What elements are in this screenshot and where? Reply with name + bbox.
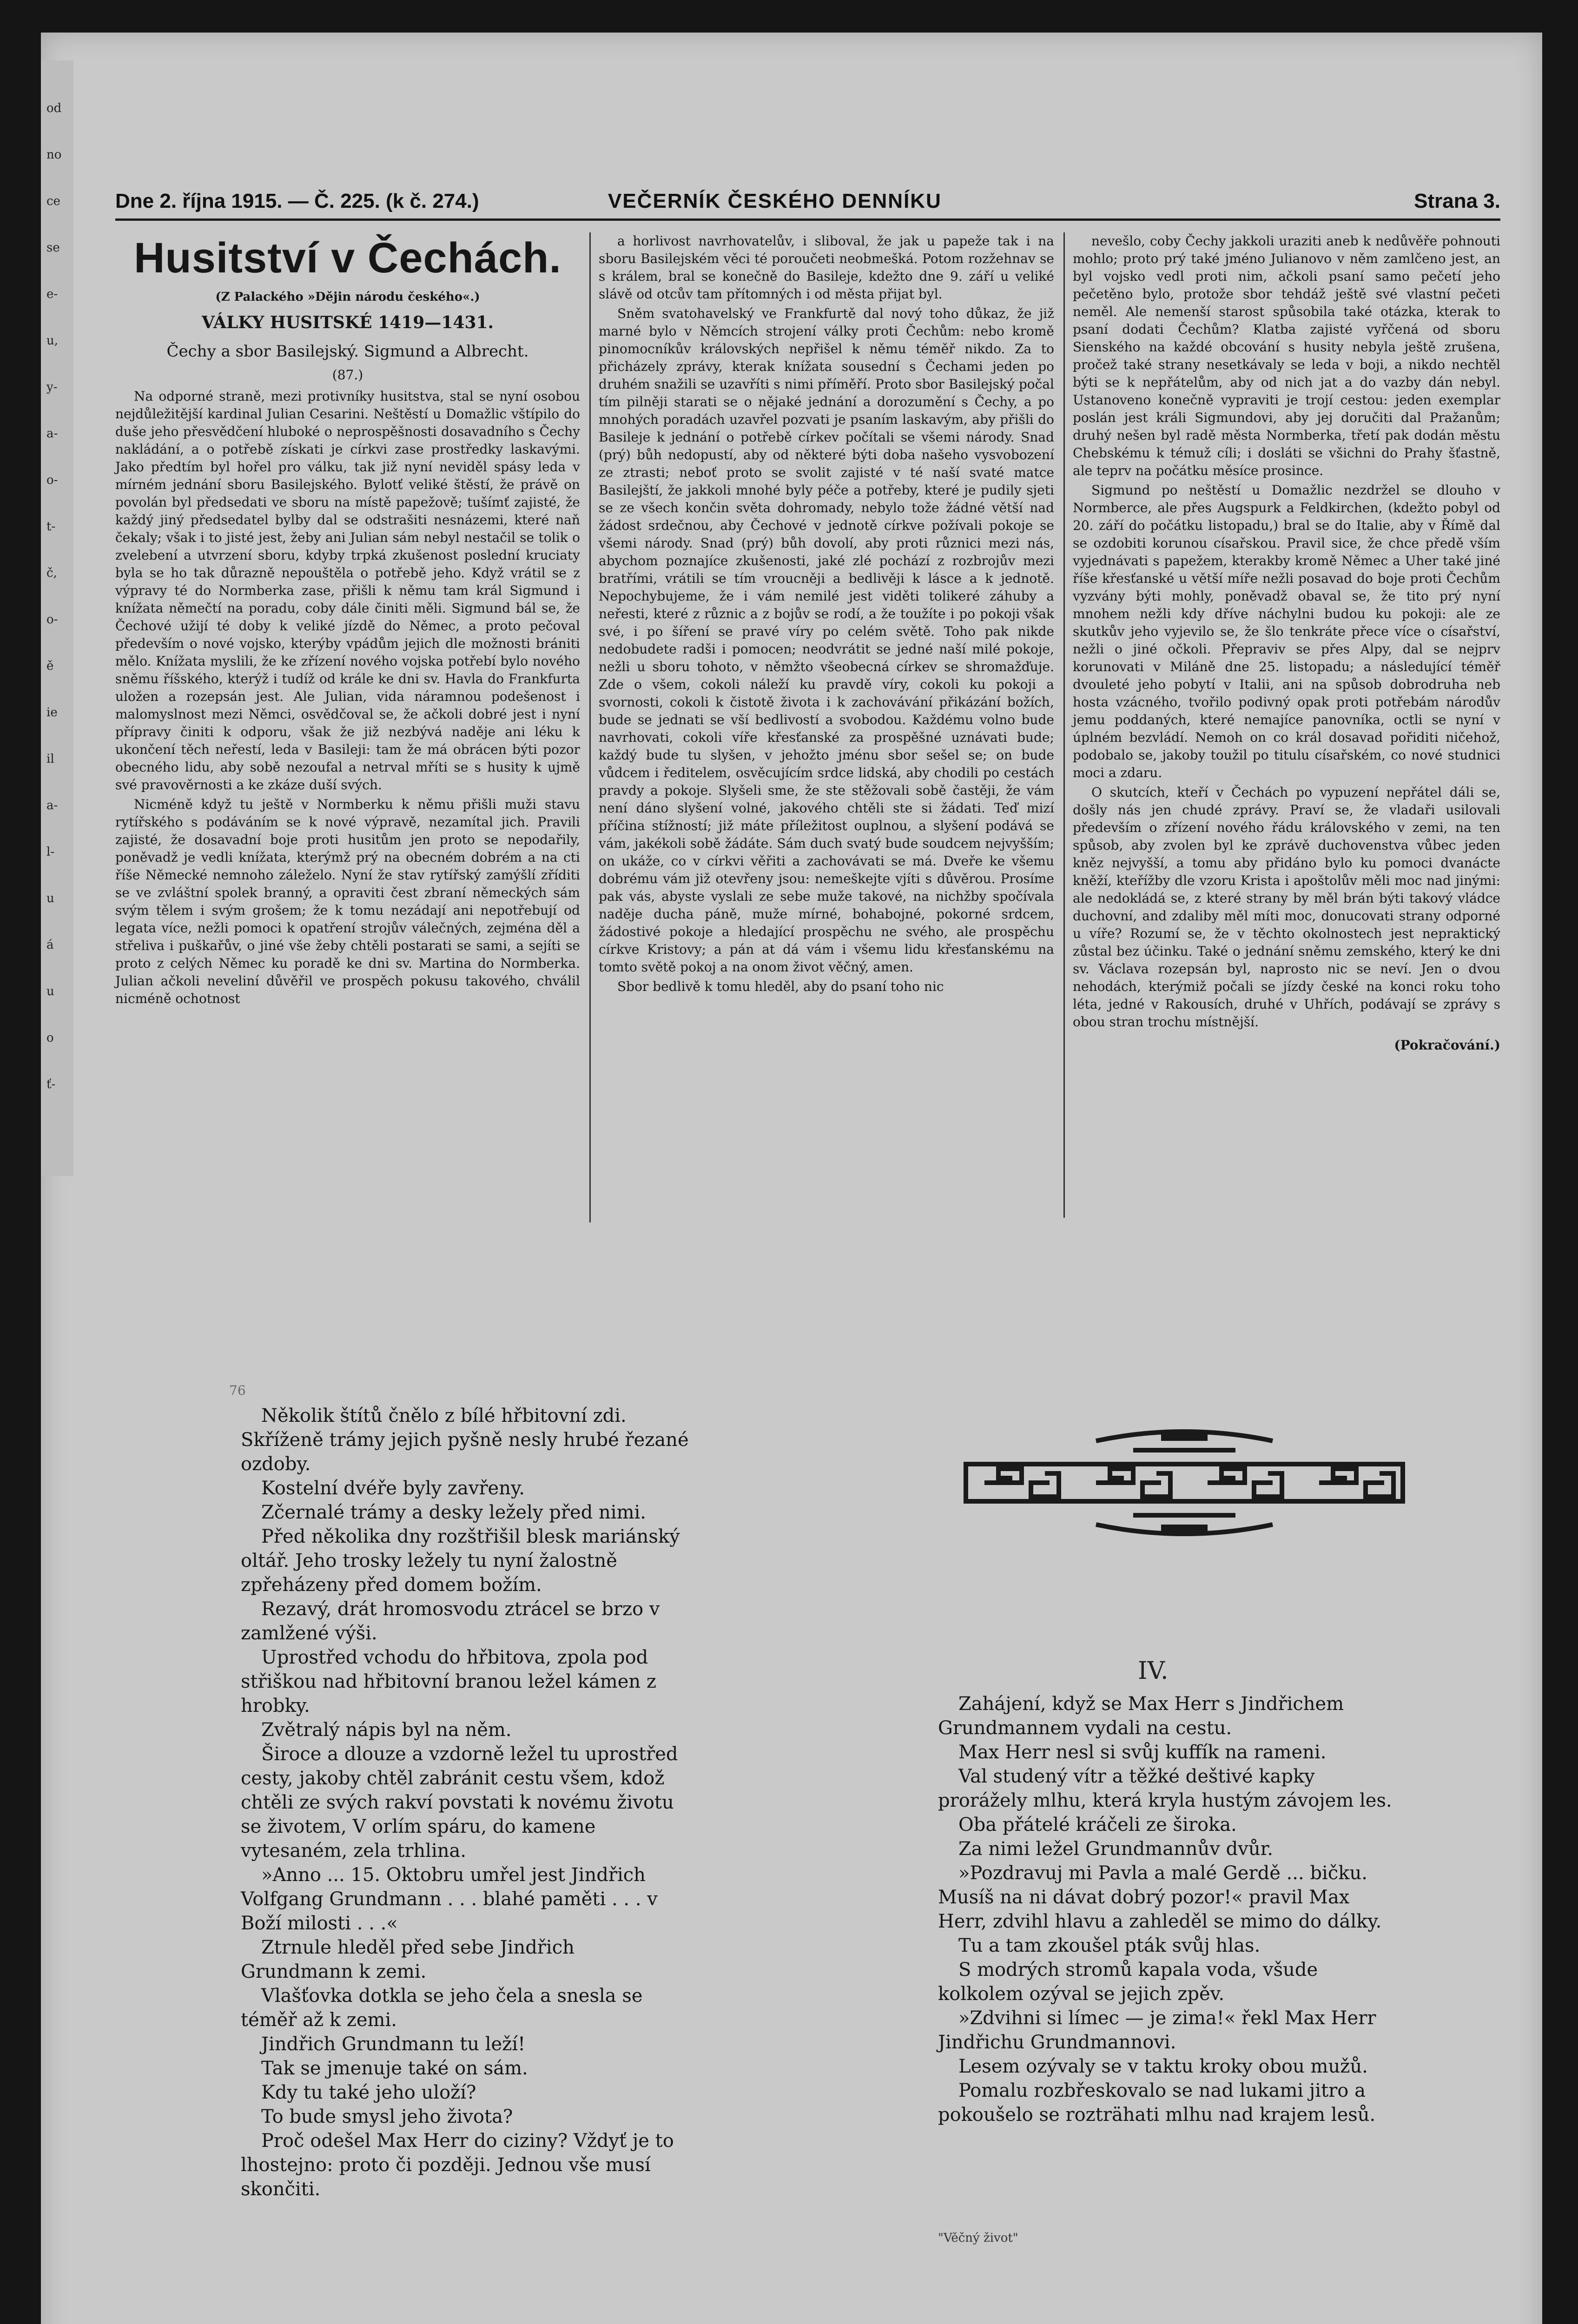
page-header (115, 186, 1500, 221)
adjacent-page-fragment: o (46, 1031, 54, 1045)
adjacent-page-fragment: č, (46, 566, 57, 580)
adjacent-page-fragment: á (46, 938, 54, 952)
column-divider (1063, 232, 1065, 1218)
feuilleton-paragraph: Za nimi ležel Grundmannův dvůr. (958, 1838, 1274, 1860)
newspaper-page (41, 33, 1542, 2324)
adjacent-page-fragment: ce (46, 194, 60, 208)
feuilleton-paragraph: »Zdvihni si límec — je zima!« řekl Max Herr Jindřichu Grundmannovi. (938, 2007, 1376, 2053)
adjacent-page-fragment: a- (46, 799, 58, 812)
chapter-number: IV. (1138, 1657, 1169, 1685)
feuilleton-paragraph: Před několika dny rozštřišil blesk mariánský oltář. Jeho trosky ležely tu nyní žalostně zpřeházeny před domem božím. (241, 1526, 680, 1596)
feuilleton-paragraph: Lesem ozývaly se v taktu kroky obou mužů. (958, 2056, 1368, 2077)
newspaper-name: VEČERNÍK ČESKÉHO DENNÍKU (608, 190, 942, 212)
adjacent-page-fragment: ť- (46, 1077, 56, 1091)
paragraph: Sbor bedlivě k tomu hleděl, aby do psaní toho nic (617, 979, 944, 994)
feuilleton-paragraph: Pomalu rozbřeskovalo se nad lukami jitro a pokoušelo se rozträhati mlhu nad krajem lesů. (938, 2080, 1376, 2126)
paragraph: nevešlo, coby Čechy jakkoli uraziti aneb k nedůvěře pohnouti mohlo; proto prý také jméno Julianovo v něm zamlčeno jest, an byl vojsko vedl proti nim, ačkoli psaní samo pečetí jeho pečetěno bylo, protože sbor tehdáž ještě své vlastní pečeti neměl. Ale nemenší starost spůsobila také otázka, kterak to psaní dodati Čechům? Klatba zajisté vyřčená od sboru Sienského na každé obcování s husity nebyla ještě zrušena, pročež také strany nesetkávaly se leda v boji, a nikdo nechtěl býti se k nepřátelům, aby od nich jat a do vazby dán nebyl. Ustanoveno konečně vypraviti je trojí cestou: jeden exemplar poslán jest králi Sigmundovi, aby jej doručiti dal Pražanům; druhý nešen byl radě města Normberka, třetí pak dodán městu Chebskému k témuž cíli; i dosláti se všichni do Prahy šťastně, ale teprv na počátku měsíce prosince. (1073, 233, 1500, 478)
feuilleton-paragraph: Proč odešel Max Herr do ciziny? Vždyť je to lhostejno: proto či později. Jednou vše musí skončiti. (241, 2130, 674, 2200)
feuilleton-paragraph: Široce a dlouze a vzdorně ležel tu uprostřed cesty, jakoby chtěl zabránit cestu všem, kdož chtěli ze svých rakví povstati k novému životu se životem, V orlím spáru, do kamene vytesaném, zela trhlina. (241, 1743, 678, 1862)
paragraph: Na odporné straně, mezi protivníky husitstva, stal se nyní osobou nejdůležitější kardinal Julian Cesarini. Neštěstí u Domažlic vštípilo do duše jeho přesvědčení hluboké o neprospěšnosti dosavadního s Čechy nakládání, a o potřebě získati je církvi zase prostředky laskavými. Jako předtím byl hořel pro válku, tak již nyní neviděl spásy leda v mírném jednání sboru Basilejského. Bylotť veliké štěstí, že právě on povolán byl předsedati ve sboru na místě papežově; tušímť zajisté, že každý jiný předsedatel bylby dal se odstrašiti nesnázemi, které naň čekaly; však i to jisté jest, žeby ani Julian sám nebyl nestačil se tolik o zvelebení a utvrzení sboru, kdyby trpká zkušenost poslední kruciaty byla se ho tak důrazně nepouštěla o potřebě jeho. Když vrátil se z výpravy té do Normberka zase, přišli k němu tam král Sigmund i knížata němečtí na poradu, coby dále činiti měli. Sigmund bál se, že Čechové užijí té doby k veliké jízdě do Němec, a proto pečoval především o nové vojsko, kterýby vpádům jejich dle možnosti brániti mělo. Knížata myslili, že ke zřízení nového vojska potřebí bylo nového sněmu říšského, kterýž i tudíž od krále ke dni sv. Havla do Frankfurta uložen a rozepsán jest. Ale Julian, vida náramnou podešenost i malomyslnost mezi Němci, osvědčoval se, že ačkoli dobré jest i nyní přípravy činiti k odporu, však že již nezbývá naděje ani léku k ukončení těch neřestí, leda v Basileji: tam že má obrácen býti pozor obecného lidu, aby sobě nezoufal a netrval mříti se s husity k ujmě své pravověrnosti a ke zkáze duší svých. (115, 389, 580, 792)
decorative-ornament-icon (957, 1422, 1412, 1543)
adjacent-page-fragment: y- (46, 380, 58, 394)
adjacent-page-fragment: no (46, 148, 62, 162)
adjacent-page-fragment: o- (46, 613, 58, 627)
adjacent-page-fragment: t- (46, 520, 56, 534)
feuilleton-paragraph: Vlašťovka dotkla se jeho čela a snesla se téměř až k zemi. (241, 1985, 643, 2031)
article-part-number: (87.) (332, 367, 363, 383)
feuilleton-paragraph: Tu a tam zkoušel pták svůj hlas. (958, 1935, 1261, 1956)
feuilleton-paragraph: Val studený vítr a těžké deštivé kapky prorážely mlhu, která kryla hustým závojem les. (938, 1766, 1392, 1811)
adjacent-page-fragment: ě (46, 659, 54, 673)
feuilleton-right-column (938, 1692, 1403, 2226)
article-column-1 (115, 232, 580, 1222)
paragraph: Sněm svatohavelský ve Frankfurtě dal nový toho důkaz, že již marné bylo v Němcích strojení války proti Čechům: nebo kromě pinomocníkův královských nepřišel k němu téměř nikdo. Za to přicházely zprávy, kterak knížata sousední s Čechami jeden po druhém snažili se uzavříti s nimi příměří. Proto sbor Basilejský počal tím pilněji starati se o nějaké jednání a dorozumění s Čechy, a po mnohých poradách uzavřel pozvati je psaním laskavým, aby přišli do Basileje k jednání o potřebě církev počítali se všemi národy. Snad (prý) bůh nedopustí, aby od některé býti doba našeho vysvobození ze ztrasti; neboť proto se svolit zajisté v té naší svaté matce Basilejští, že jakkoli mnohé byly péče a potřeby, které je pudily sjeti se ze všech končin světa dohromady, nebylo tože žádné větší nad žádost srdečnou, aby Čechové v jednotě církve požívali pokoje se všemi národy. Snad (prý) bůh dovolí, aby proti různici mezi nás, abychom poznajíce zkušenosti, jaké zlé pochází z rozbrojův mezi bratřími, vrátili se tím vroucněji a bedlivěji k lásce a k jednotě. Nepochybujeme, že i vám nemilé jest viděti tolikeré záhuby a neřesti, které z různic a z bojův se rodí, a že toužíte i po pokoji však své, i po šíření se pravé víry po celém světě. Toho pak nikde nedobudete radši i pomocen; neodvrátit se jedné naší milé pokoje, nežli u sboru tohoto, v němžto všeobecná církev se shromažďuje. Zde o všem, cokoli náleží ku pravdě víry, cokoli ku pokoji a svornosti, cokoli k čistotě života i k zachovávání přikázání božích, bude se jednati se vší bedlivostí a svobodou. Každému volno bude navrhovati, cokoli víře křesťanské za prospěšné uznávati bude; každý bude tu slyšen, v jehožto jménu sbor sešel se; on bude vůdcem i ředitelem, osvěcujícím srdce lidská, aby chodili po cestách pravdy a pokoje. Slyšeli sme, že ste stěžovali sobě častěji, že vám není dáno slyšení volné, jakového chtěli ste si žádati. Teď mizí příčina stížností; již máte příležitost ouplnou, a slyšení podává se vám, jakékoli sobě žádáte. Sám duch svatý bude soudcem nejvyšším; on ukáže, co v církvi věřiti a zachovávati se má. Dveře ke všemu dobrému vám již otevřeny jsou: nemeškejte vjíti s důvěrou. Prosíme pak vás, abyste vyslali ze sebe muže takové, na nichžby spočívala naděje ducha páně, muže mírné, bohabojné, pokorné srdcem, žádostivé pokoje a hledající prospěchu ne svého, ale prospěchu církve Kristovy; a pán at dá vám i všemu lidu křesťanskému na tomto světě pokoj a na onom život věčný, amen. (599, 306, 1054, 975)
adjacent-page-fragment: o- (46, 473, 58, 487)
adjacent-page-fragment: ie (46, 706, 58, 720)
feuilleton-marker: 76 (229, 1383, 246, 1398)
article-column-2 (599, 232, 1054, 1213)
feuilleton-paragraph: Zahájení, když se Max Herr s Jindřichem Grundmannem vydali na cestu. (938, 1693, 1344, 1739)
feuilleton-left-column (241, 1404, 692, 2200)
feuilleton-paragraph: »Anno ... 15. Oktobru umřel jest Jindřich Volfgang Grundmann . . . blahé paměti . . . v Boží milosti . . .« (241, 1864, 658, 1934)
feuilleton-paragraph: Rezavý, drát hromosvodu ztrácel se brzo v zamlžené výši. (241, 1598, 660, 1644)
adjacent-page-fragment: u, (46, 334, 59, 348)
feuilleton-paragraph: Zčernalé trámy a desky ležely před nimi. (261, 1502, 647, 1523)
issue-date: Dne 2. října 1915. — Č. 225. (k č. 274.) (115, 190, 479, 212)
feuilleton-paragraph: Zvětralý nápis byl na něm. (261, 1719, 512, 1741)
feuilleton-paragraph: S modrých stromů kapala voda, všude kolkolem ozýval se jejich zpěv. (938, 1959, 1318, 2005)
page-number: Strana 3. (1414, 190, 1500, 212)
adjacent-page-strip (41, 60, 73, 1176)
adjacent-page-fragment: u (46, 891, 54, 905)
article-subtitle: (Z Palackého »Dějin národu českého«.) (215, 290, 480, 304)
paragraph: O skutcích, kteří v Čechách po vypuzení nepřátel dáli se, došly nás jen chudé zprávy. Praví se, že vladaři usilovali především o zřízení nového řádu královského v zemi, na ten spůsob, aby zvolen byl ke zprávě duchovenstva vůbec jeden kněz nejvyšší, a tomu aby přidáno bylo ku pomoci dvanácte kněží, kteřížby dle vzoru Krista i apoštolův měli moc nad jinými: ale nedokládá se, z které strany by měl brán býti takový vládce duchovní, and zdaliby měl míti moc, donucovati strany odporné u víře? Rozumí se, že v těchto okolnostech jest nepraktický zůstal bez účinku. Také o jednání sněmu zemského, který ke dni sv. Václava rozepsán byl, naprosto nic se neví. Jen o dvou nehodách, kterýmiž počali se jízdy české na konci roku toho léta, jedné v Rakousích, druhé v Uhřích, podávají se zprávy s obou stran trochu místnější. (1073, 785, 1500, 1030)
column-divider (589, 232, 591, 1222)
feuilleton-paragraph: Kdy tu také jeho uloží? (261, 2082, 476, 2103)
feuilleton-paragraph: Kostelní dvéře byly zavřeny. (261, 1478, 525, 1499)
adjacent-page-fragment: l- (46, 845, 55, 859)
adjacent-page-fragment: u (46, 984, 54, 998)
feuilleton-paragraph: Jindřich Grundmann tu leží! (261, 2034, 526, 2055)
continued-note: (Pokračování.) (1394, 1037, 1500, 1053)
adjacent-page-fragment: od (46, 101, 62, 115)
adjacent-page-fragment: e- (46, 287, 58, 301)
adjacent-page-fragment: il (46, 752, 54, 766)
article-subsection: Čechy a sbor Basilejský. Sigmund a Albrecht. (166, 342, 529, 361)
feuilleton-paragraph: »Pozdravuj mi Pavla a malé Gerdě ... bičku. Musíš na ni dávat dobrý pozor!« pravil Max Herr, zdvihl hlavu a zahleděl se mimo do dálky. (938, 1862, 1382, 1932)
feuilleton-footnote: "Věčný život" (938, 2231, 1018, 2245)
paragraph: Sigmund po neštěstí u Domažlic nezdržel se dlouho v Normberce, ale přes Augspurk a Feldkirchen, (kdežto pobyl od 20. září do počátku listopadu,) bral se do Italie, aby v Římě dal se ozdobiti korunou císařskou. Pravil sice, že chce předě vším vyjednávati s papežem, kterakby kromě Němec a Uher také jiné říše křesťanské u větší míře nežli posavad do boje proti Čechům vyzvány býti mohly, poněvadž obaval se, že tito prý nyní mnohem nežli kdy dříve náchylni budou ku pokoji: ale ze skutkův jeho vyjevilo se, že šlo tenkráte přece více o císařství, nežli o jiné očkoli. Přepraviv se přes Alpy, dal se nejprv korunovati v Miláně dne 25. listopadu; a následující téměř dvouleté jeho pobytí v Italii, ani na spůsob dobrodruha neb hosta vzácného, tvořilo podivný opak proti potřebám národův jemu poddaných, které nemajíce panovníka, octli se nyní v úplném bezvládí. Nemoh on co král dosavad pořiditi ničehož, podobalo se, jakoby toužil po titulu císařském, co nové studnici moci a zdaru. (1073, 482, 1500, 780)
article-title: Husitství v Čechách. (134, 234, 561, 282)
feuilleton-paragraph: Max Herr nesl si svůj kuffík na rameni. (958, 1742, 1327, 1763)
adjacent-page-fragment: se (46, 241, 60, 255)
feuilleton-paragraph: Ztrnule hleděl před sebe Jindřich Grundmann k zemi. (241, 1937, 574, 1982)
feuilleton-paragraph: Tak se jmenuje také on sám. (261, 2058, 528, 2079)
feuilleton-paragraph: Několik štítů čnělo z bílé hřbitovní zdi. Skříženě trámy jejich pyšně nesly hrubé řezané ozdoby. (241, 1405, 689, 1475)
feuilleton-paragraph: Oba přátelé kráčeli ze široka. (958, 1814, 1237, 1835)
article-column-3 (1073, 232, 1500, 1195)
paragraph: Nicméně když tu ještě v Normberku k němu přišli muži stavu rytířského s podáváním se k nové výpravě, nezamítal jich. Pravili zajisté, že dosavadní boje proti husitům jen proto se nepodařily, poněvadž je vedli knížata, kterýmž prý na obecném dobrém a na cti říše Německé nemnoho záleželo. Nyní že stav rytířský zamýšlí zříditi se ve zvláštní spolek branný, a opraviti čest zbraní německých sám svým tělem i svým grošem; že k tomu nezádají ani nepotřebují od legata více, nežli pomoci k opatření strojův válečných, zejména děl a střeliva i puškařův, o jiné vše žeby chtěli postarati se sami, a sejíti se proto z celých Němec ku poradě ke dni sv. Martina do Normberka. Julian ačkoli neveliní důvěřil ve prospěch pokusu takového, chválil nicméně ochotnost (115, 797, 580, 1006)
feuilleton-paragraph: Uprostřed vchodu do hřbitova, zpola pod střiškou nad hřbitovní branou ležel kámen z hrobky. (241, 1647, 656, 1717)
article-section: VÁLKY HUSITSKÉ 1419—1431. (201, 313, 494, 332)
adjacent-page-fragment: a- (46, 427, 58, 441)
feuilleton-paragraph: To bude smysl jeho života? (261, 2106, 513, 2127)
paragraph: a horlivost navrhovatelův, i sliboval, že jak u papeže tak i na sboru Basilejském věci té poroučeti neobmešká. Potom rozžehnav se s králem, bral se konečně do Basileje, kdežto dne 9. září u veliké slávě od otcův tam přítomných i od města přijat byl. (599, 233, 1054, 302)
